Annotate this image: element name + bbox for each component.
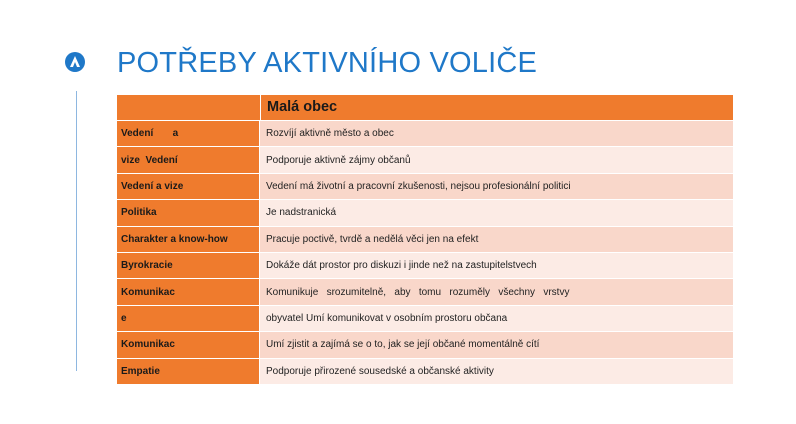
logo-icon: [65, 52, 85, 72]
table-row: [117, 199, 733, 225]
table-row: [117, 358, 733, 384]
vertical-divider: [76, 91, 77, 371]
row-key: vize Vedení: [117, 147, 260, 172]
row-key: Vedení a: [117, 121, 260, 146]
header-cell-empty: [117, 95, 261, 120]
row-key: e: [117, 306, 260, 331]
row-value: Vedení má životní a pracovní zkušenosti, nejsou profesionální politici: [260, 174, 733, 199]
row-key: Komunikac: [117, 332, 260, 357]
row-key: Politika: [117, 200, 260, 225]
row-value: Umí zjistit a zajímá se o to, jak se její občané momentálně cítí: [260, 332, 733, 357]
row-key: Empatie: [117, 359, 260, 384]
needs-table: [117, 95, 733, 384]
page-title: POTŘEBY AKTIVNÍHO VOLIČE: [117, 47, 538, 79]
table-row: [117, 331, 733, 357]
row-key: Komunikac: [117, 279, 260, 304]
row-value: Podporuje přirozené sousedské a občanské aktivity: [260, 359, 733, 384]
row-value: Rozvíjí aktivně město a obec: [260, 121, 733, 146]
table-row: [117, 305, 733, 331]
row-key: Charakter a know-how: [117, 227, 260, 252]
header-cell-mala-obec: Malá obec: [267, 99, 338, 115]
table-row: [117, 146, 733, 172]
table-row: [117, 252, 733, 278]
row-value: Podporuje aktivně zájmy občanů: [260, 147, 733, 172]
row-value: obyvatel Umí komunikovat v osobním prostoru občana: [260, 306, 733, 331]
table-row: [117, 226, 733, 252]
table-row: [117, 173, 733, 199]
table-row: [117, 120, 733, 146]
table-header: [117, 95, 733, 120]
row-key: Vedení a vize: [117, 174, 260, 199]
table-row: [117, 278, 733, 304]
row-value: Pracuje poctivě, tvrdě a nedělá věci jen na efekt: [260, 227, 733, 252]
row-key: Byrokracie: [117, 253, 260, 278]
row-value: Je nadstranická: [260, 200, 733, 225]
row-value: Komunikuje srozumitelně, aby tomu rozuměly všechny vrstvy: [260, 279, 733, 304]
logo: [65, 52, 85, 72]
row-value: Dokáže dát prostor pro diskuzi i jinde než na zastupitelstvech: [260, 253, 733, 278]
